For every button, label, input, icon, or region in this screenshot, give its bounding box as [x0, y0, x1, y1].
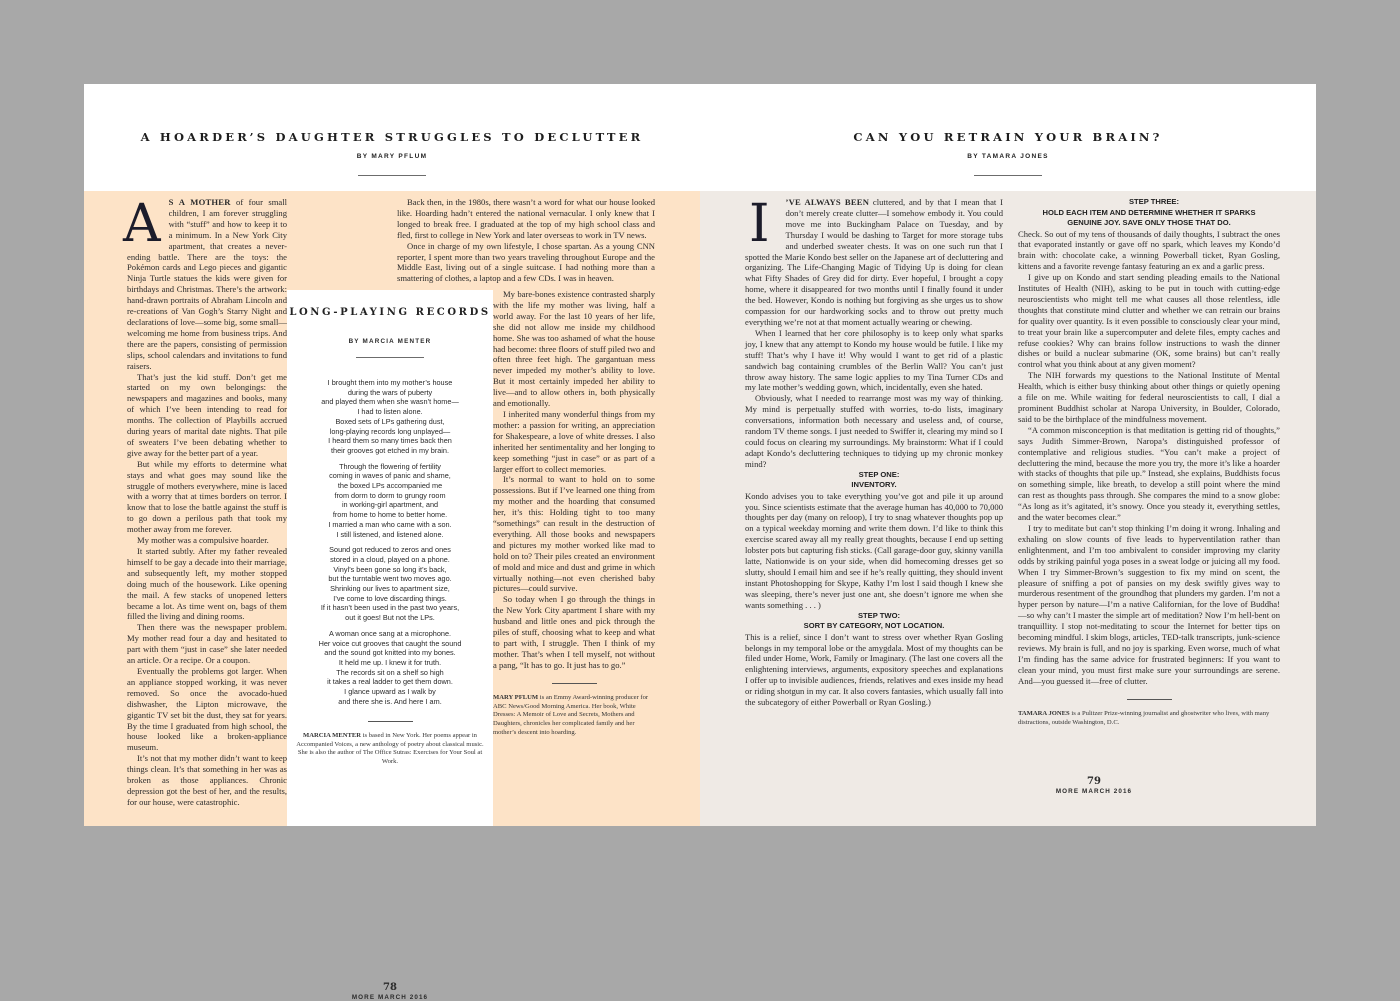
- divider-rule: [358, 175, 426, 176]
- poem-byline: BY MARCIA MENTER: [348, 338, 432, 345]
- page-78: [84, 84, 700, 1001]
- paragraph-list: [397, 197, 655, 284]
- paragraph: This is a relief, since I don’t want to stress over whether Ryan Gosling belongs in my temporal lobe or the amygdala. Most of my thoughts can be filed under Home, Work, Family or Imaginary. (The last one covers all the enlightening interviews, arguments, expository speeches and explanations I offer up to invisible audiences, friends, relatives and exes inside my head or riding shotgun in my car. It also covers fantasies, which usually fall into the subcategory of either Powerball or Ryan Gosling.): [745, 631, 1003, 708]
- paragraph-list: [127, 372, 287, 808]
- issue-label: MORE MARCH 2016: [351, 994, 429, 1001]
- page-number: 79: [1087, 776, 1101, 787]
- paragraph-text: cluttered, and by that I mean that I don’t merely create clutter—I somehow embody it. You could move me into Buckingham Palace on Tuesday, and by Thursday I would be dashing to Target for more storage tubs and underbed sweater chests. It was on one such run that I spotted the Marie Kondo best seller on the Japanese art of decluttering and organizing. The Life-Changing Magic of Tidying Up is doing for clean what Fifty Shades of Grey did for dirty. Ever hopeful, I brought a copy home, where it disappeared for two months until I finally found it under the bed. However, Kondo is nothing but forgiving as she urges us to show compassion for our hardworking socks and to throw out pretty much everything we’re not at that moment actually wearing or chewing.: [745, 197, 1003, 327]
- paragraph: I inherited many wonderful things from my mother: a passion for writing, an appreciation for Shakespeare, a love of white dresses. I also inherited her sentimentality and her longing to keep something “just in case” or as part of a larger effort to collect memories.: [493, 408, 655, 474]
- paragraph: My bare-bones existence contrasted sharply with the life my mother was living, half a world away. For the last 10 years of her life, she did not allow me inside my childhood home. She was too ashamed of what the house had become: three floors of stuff piled two and often three feet high. The gargantuan mess never impeded my mother’s ability to love. But it most certainly impeded her ability to live—and to allow others in, both physically and emotionally.: [493, 289, 655, 409]
- column-1: [745, 194, 1003, 708]
- folio: [287, 982, 493, 1001]
- step-three-heading: STEP THREE: HOLD EACH ITEM AND DETERMINE WHETHER IT SPARKS GENUINE JOY. SAVE ONLY THOSE THAT DO.: [1042, 197, 1256, 227]
- paragraph: I try to meditate but can’t stop thinking I’m doing it wrong. Inhaling and exhaling on slow counts of five leads to hyperventilation rather than enlightenment, and I’m too ambivalent to consider improving my clarity odds by striking painful yoga poses in a sweat lodge or juicing all my food. When I try Simmer-Brown’s suggestion to fix my mind on scent, the pleasure of sniffing a pot of pansies on my desk swiftly gives way to murderous resentment of the groundhog that plunders my garden. I’m not a hyper person by nature—I’m a native Californian, for the love of Buddha!—so why can’t I master the simple art of meditation? Now I’m hell-bent on tranquillity. I stop not-meditating to scour the Internet for better tips on becoming mindful. I skim blogs, articles, TED-talk transcripts, junk-science reviews. My brain is full, and no joy is sparking. Even worse, much of what I’m finding has the same advice for frustrated beginners: If you want to clean your mind, you must first make sure your surroundings are serene. And—you guessed it—free of clutter.: [1018, 522, 1280, 686]
- page-79: [700, 84, 1316, 826]
- end-rule: [368, 721, 413, 723]
- poem-title: LONG-PLAYING RECORDS: [289, 307, 491, 318]
- bio-name: MARY PFLUM: [493, 694, 539, 702]
- paragraph-list: [493, 289, 655, 671]
- step-one-heading: STEP ONE: INVENTORY.: [851, 469, 900, 490]
- divider-rule: [974, 175, 1042, 176]
- paragraph: Check. So out of my tens of thousands of daily thoughts, I subtract the ones that evaporated instantly or gave off no spark, which leaves my Kondo’d brain with: chocolate cake, a winning Powerball ticket, Ryan Gosling, kittens and a favorite revenge fantasy featuring an ex and a garlic press.: [1018, 228, 1280, 272]
- bio-name: TAMARA JONES: [1018, 710, 1070, 718]
- end-rule: [1127, 699, 1172, 701]
- end-rule: [552, 683, 597, 685]
- paragraph: When I learned that her core philosophy is to keep only what sparks joy, I knew that any attempt to Kondo my house would be futile. I like my stuff! That’s why I have it! Why would I want to get rid of a plastic sandwich bag containing crumbles of the Berlin Wall? You can’t just throw away history. The same logic applies to my Tina Turner CDs and my late mother’s wedding gown, which, incidentally, even she hated.: [745, 327, 1003, 393]
- poet-bio: [287, 732, 493, 766]
- stanza: Through the flowering of fertility coming in waves of panic and shame, the boxed LPs accompanied me from dorm to dorm to grungy room in working-girl apartment, and from home to home to better home. I married a man who came with a son. I still listened, and listened alone.: [328, 461, 452, 539]
- folio: [991, 776, 1197, 795]
- paragraph: It started subtly. After my father revealed himself to be gay a decade into their marriage, and subsequently left, my mother stopped doing much of the housework. Like opening the mail. A few stacks of unopened letters became a lot. As time went on, bags of them filled the living and dining rooms.: [127, 546, 287, 622]
- divider-rule: [356, 357, 424, 358]
- opening-paragraph: [745, 194, 1003, 328]
- paragraph: It’s normal to want to hold on to some possessions. But if I’ve learned one thing from my mother and the hoarding that consumed her, it’s this: Holding tight to too many “somethings” can result in the destruction of everything. All those books and newspapers and pictures my mother worked like mad to hold on to? Their piles created an environment of mold and mice and dust and grime in which virtually nothing—not even cherished baby pictures—could survive.: [493, 474, 655, 594]
- bio-text: is based in New York. Her poems appear in Accompanied Voices, a new anthology of poetry about classical music. She is also the author of The Office Sutras: Exercises for Your Soul at Work.: [296, 732, 484, 765]
- drop-cap: I: [749, 194, 770, 254]
- stanza: Sound got reduced to zeros and ones stored in a cloud, played on a phone. Vinyl’s been gone so long it’s back, but the turntable went two moves ago. Shrinking our lives to apartment size, I’ve come to love discarding things. If it hasn’t been used in the past two years, out it goes! But not the LPs.: [320, 545, 460, 623]
- column-2-bottom: [493, 289, 655, 737]
- poem-body: [287, 378, 493, 766]
- paragraph: My mother was a compulsive hoarder.: [137, 535, 269, 546]
- column-2-top: [397, 197, 655, 284]
- paragraph: But while my efforts to determine what stays and what goes may sound like the struggle of mothers everywhere, mine is laced with a worry that at times borders on terror. I know that to lose the battle against the stuff is to go down a perilous path that took my mother away from me forever.: [127, 458, 287, 535]
- paragraph: Once in charge of my own lifestyle, I chose spartan. As a young CNN reporter, I spent more than two years traveling throughout Europe and the Middle East, living out of a single suitcase. I had nothing more than a smattering of clothes, a laptop and a few CDs. I was in heaven.: [397, 240, 655, 284]
- stanza: I brought them into my mother’s house during the wars of puberty and played them when she wasn’t home— I had to listen alone. Boxed sets of LPs gathering dust, long-playing records long unplayed— I heard them so many times back then their grooves got etched in my brain.: [321, 378, 459, 455]
- magazine-spread: [84, 84, 1316, 1001]
- paragraph: Kondo advises you to take everything you’ve got and pile it up around you. Since scientists estimate that the average human has 40,000 to 70,000 thoughts per day (many on reloop), I try to snag whatever thoughts pop up on a typical weekday morning and write them down. I’d like to think this exercise scared away all my really great thoughts, because I end up setting lobster pots but capturing fish sticks. (Call garage-door guy, skinny vanilla latte, Nationwide is on your side, when did homecoming dresses get so slutty, should I email him and see if he’s really quitting, they should invent instant Photoshopping for Skype, Kathy I’m lost I said though I knew she was sleeping, there’s never just one ant, she doesn’t ignore me when she wants something . . . ): [745, 490, 1003, 610]
- column-2: [1018, 197, 1280, 727]
- opening-paragraph: [123, 194, 287, 372]
- paragraph: Eventually the problems got larger. When an appliance stopped working, it was never removed. So once the avocado-hued dishwasher, the Lipton microwave, the gigantic TV set bit the dust, they sat for years. By the time I graduated from high school, the house looked like a broken-appliance museum.: [127, 665, 287, 753]
- page-number: 78: [383, 982, 397, 993]
- author-bio: [493, 694, 655, 737]
- issue-label: MORE MARCH 2016: [1055, 788, 1133, 795]
- author-bio: [1018, 710, 1280, 727]
- lead-in: ’VE ALWAYS BEEN: [785, 197, 870, 207]
- bio-text: is a Pulitzer Prize-winning journalist and ghostwriter who lives, with many distractions, outside Washington, D.C.: [1018, 710, 1270, 726]
- paragraph-list: [745, 328, 1003, 470]
- paragraph-text: of four small children, I am forever struggling with “stuff” and how to keep it to a minimum. In a New York City apartment, that creates a never-ending battle. There are the toys: the Pokémon cards and Lego pieces and gigantic Ninja Turtle statues the kids were given for birthdays and Christmas. There’s the artwork: hand-drawn portraits of Abraham Lincoln and re-creations of Van Gogh’s Starry Night and declarations of love—some big, some small—welcoming me home from business trips. And there are the papers, consisting of permission slips, school calendars and invitations to fund raisers.: [127, 197, 287, 371]
- paragraph: “A common misconception is that meditation is getting rid of thoughts,” says Judith Simmer-Brown, Naropa’s distinguished professor of contemplative and religious studies. “You can’t make a project of decluttering the mind, because the more you try, the more it’s like a hoarder with stacks of thoughts that pile up.” Instead, she explains, Buddhists focus on something simple, like breath, to develop a still point where the mind can rest as thoughts pass through. She compares the mind to a snow globe: “As long as it’s agitated, it’s snowy. Once you steady it, everything settles, and the water becomes clear.”: [1018, 424, 1280, 523]
- paragraph: It’s not that my mother didn’t want to keep things clean. It’s that something in her was as broken as those appliances. Chronic depression got the best of her, and the results, for our house, were catastrophic.: [127, 753, 287, 807]
- stanza: A woman once sang at a microphone. Her voice cut grooves that caught the sound and the sound got knitted into my bones. It held me up. I knew it for truth. The records sit on a shelf so high it takes a real ladder to get them down. I glance upward as I walk by and there she is. And here I am.: [318, 628, 462, 706]
- paragraph: Then there was the newspaper problem. My mother read four a day and hesitated to part with them “just in case” she later needed an article. Or a recipe. Or a coupon.: [127, 622, 287, 666]
- column-1: [123, 194, 287, 808]
- article-headline: CAN YOU RETRAIN YOUR BRAIN?: [853, 130, 1163, 144]
- lead-in: S A MOTHER: [168, 197, 231, 207]
- article-byline: BY MARY PFLUM: [356, 153, 428, 160]
- paragraph: That’s just the kid stuff. Don’t get me started on my own belongings: the newspapers and magazines and books, many of which I’ve been intending to read for months. The collection of Playbills accrued during years of marital date nights. That pile of sweaters I’ve been debating whether to give away for the better part of a year.: [127, 371, 287, 458]
- paragraph: The NIH forwards my questions to the National Institute of Mental Health, which is either busy thinking about other things or quietly opening a file on me. While waiting for federal neuroscientists to call, I dial a prominent Buddhist scholar at Naropa University, in Boulder, Colorado, said to be the birthplace of the mindfulness movement.: [1018, 370, 1280, 424]
- article-byline: BY TAMARA JONES: [967, 153, 1049, 160]
- paragraph-list: [1018, 229, 1280, 687]
- bio-text: is an Emmy Award-winning producer for ABC News/Good Morning America. Her book, White Dresses: A Memoir of Love and Secrets, Mothers and Daughters, chronicles her complicated family and her mother’s descent into hoarding.: [493, 694, 649, 736]
- article-headline: A HOARDER’S DAUGHTER STRUGGLES TO DECLUTTER: [140, 130, 644, 144]
- paragraph: Obviously, what I needed to rearrange most was my way of thinking. My mind is perpetually stuffed with worries, to-do lists, imaginary conversations, information both necessary and useless and, of course, random TV theme songs. I just needed to Swiffer it, clearing my mind so I could focus on clearing my surroundings. My brainstorm: What if I could adapt Kondo’s decluttering techniques to tidying up my chronic monkey mind?: [745, 393, 1003, 469]
- poem-sidebar: [287, 290, 493, 1001]
- paragraph: So today when I go through the things in the New York City apartment I share with my husband and little ones and pick through the piles of stuff, choosing what to keep and what to part with, I struggle. Then I think of my mother. That’s when I tell myself, not without a pang, “It has to go. It just has to go.”: [493, 594, 655, 670]
- paragraph: I give up on Kondo and start sending pleading emails to the National Institutes of Health (NIH), asking to be put in touch with cutting-edge neuroscientists who might tell me what causes all those relentless, idle thoughts that constitute mind clutter and whether we can retrain our brains for quality over quantity. Is it even possible to consciously clear your mind, to treat your brain like a supercomputer and delete files, empty caches and refuse cookies? Why can brains follow instructions to wash the dinner dishes or build a nuclear submarine (OK, some brains) but can’t really control what you think about at any given moment?: [1018, 272, 1280, 370]
- step-two-heading: STEP TWO: SORT BY CATEGORY, NOT LOCATION.: [803, 610, 945, 631]
- bio-name: MARCIA MENTER: [303, 732, 362, 739]
- drop-cap: A: [123, 194, 161, 254]
- paragraph: Back then, in the 1980s, there wasn’t a word for what our house looked like. Hoarding hadn’t entered the national vernacular. I only knew that I longed to break free. I graduated at the top of my high school class and fled, first to college in New York and later overseas to work in TV news.: [397, 197, 655, 240]
